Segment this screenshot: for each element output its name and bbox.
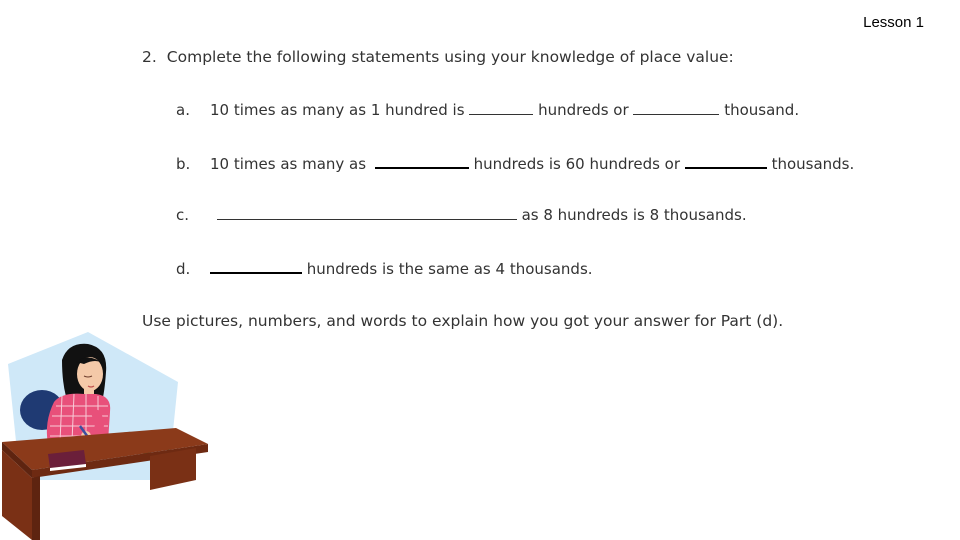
statement-d [176,258,593,278]
statement-a [176,100,799,119]
statement-text: hundreds is 60 hundreds or [473,155,681,173]
statement-letter: c. [176,206,190,224]
instruction-text: Use pictures, numbers, and words to explain how you got your answer for Part (d). [142,312,784,330]
statement-text: thousands. [771,155,855,173]
statement-text: as 8 hundreds is 8 thousands. [521,206,747,224]
statement-letter: b. [176,155,191,173]
answer-blank[interactable] [469,100,533,115]
student-clipart [0,330,215,540]
answer-blank[interactable] [217,205,517,220]
question-number: 2. [142,48,157,66]
statement-text: hundreds or [538,101,629,119]
statement-text: 10 times as many as 1 hundred is [210,101,465,119]
answer-blank[interactable] [633,100,719,115]
answer-blank[interactable] [685,153,767,169]
lesson-label: Lesson 1 [863,14,924,31]
answer-blank[interactable] [210,258,302,274]
statement-text: 10 times as many as [210,155,367,173]
statement-letter: d. [176,260,191,278]
question-heading [142,48,734,66]
statement-b [176,153,854,173]
statement-text: hundreds is the same as 4 thousands. [306,260,593,278]
question-prompt: Complete the following statements using your knowledge of place value: [166,48,734,66]
answer-blank[interactable] [375,153,469,169]
statement-letter: a. [176,101,190,119]
statement-c [176,205,747,224]
statement-text: thousand. [724,101,800,119]
